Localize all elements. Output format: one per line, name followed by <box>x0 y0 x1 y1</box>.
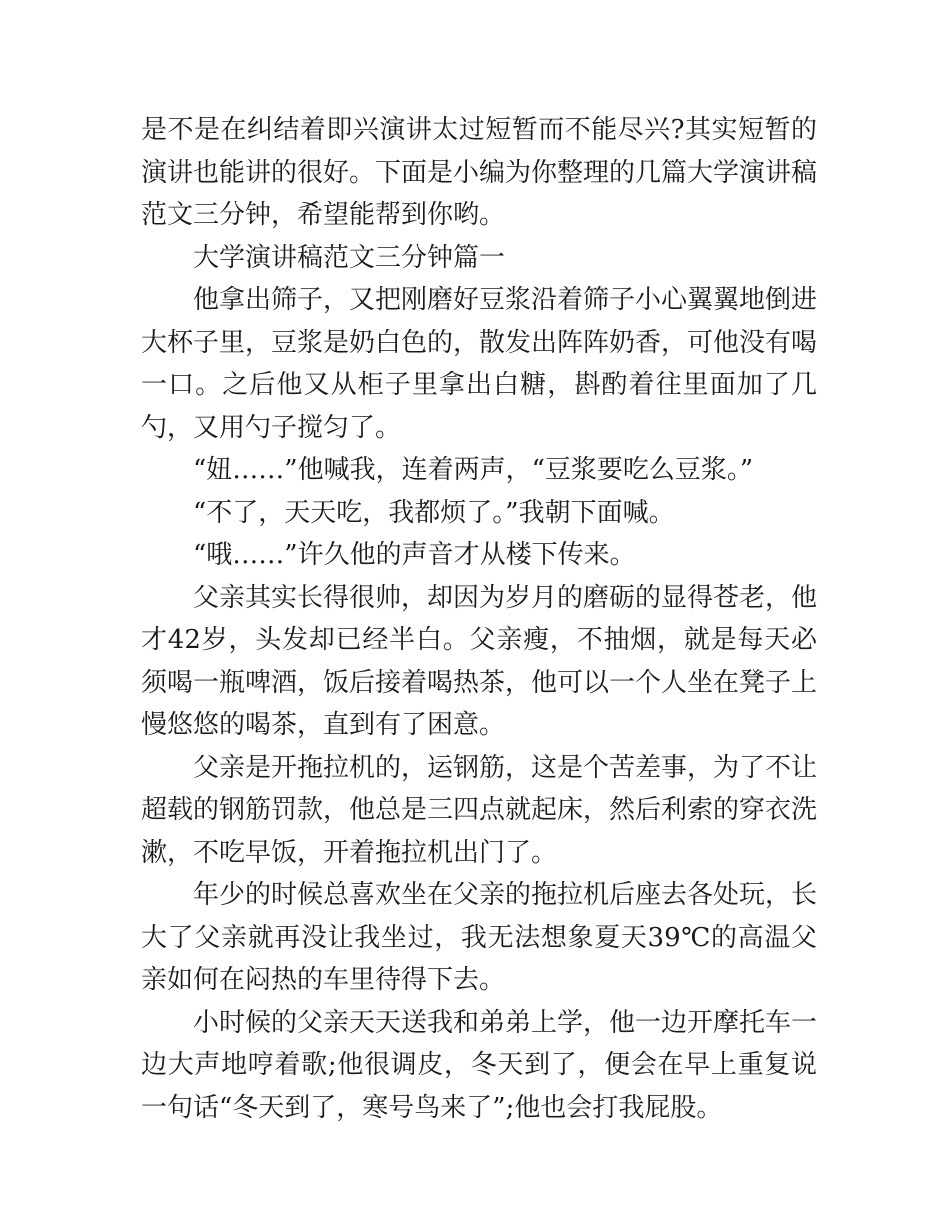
body-paragraph: 小时候的父亲天天送我和弟弟上学，他一边开摩托车一边大声地哼着歌;他很调皮，冬天到了，便会在早上重复说一句话“冬天到了，寒号鸟来了”;他也会打我屁股。 <box>141 1007 818 1123</box>
dialogue-paragraph: “哦……”许久他的声音才从楼下传来。 <box>193 540 636 570</box>
body-paragraph: 父亲其实长得很帅，却因为岁月的磨砺的显得苍老，他才42岁，头发却已经半白。父亲瘦，不抽烟，就是每天必须喝一瓶啤酒，饭后接着喝热茶，他可以一个人坐在凳子上慢悠悠的喝茶，直到有了困意。 <box>141 582 818 740</box>
body-paragraph: 他拿出筛子，又把刚磨好豆浆沿着筛子小心翼翼地倒进大杯子里，豆浆是奶白色的，散发出阵阵奶香，可他没有喝一口。之后他又从柜子里拿出白糖，斟酌着往里面加了几勺，又用勺子搅匀了。 <box>141 285 818 443</box>
body-paragraph: 父亲是开拖拉机的，运钢筋，这是个苦差事，为了不让超载的钢筋罚款，他总是三四点就起床，然后利索的穿衣洗漱，不吃早饭，开着拖拉机出门了。 <box>141 752 818 868</box>
dialogue-paragraph: “妞……”他喊我，连着两声，“豆浆要吃么豆浆。” <box>193 455 754 485</box>
body-paragraph: 年少的时候总喜欢坐在父亲的拖拉机后座去各处玩，长大了父亲就再没让我坐过，我无法想象夏天39℃的高温父亲如何在闷热的车里待得下去。 <box>141 880 818 995</box>
intro-paragraph: 是不是在纠结着即兴演讲太过短暂而不能尽兴?其实短暂的演讲也能讲的很好。下面是小编为你整理的几篇大学演讲稿范文三分钟，希望能帮到你哟。 <box>141 115 818 230</box>
dialogue-paragraph: “不了，天天吃，我都烦了。”我朝下面喊。 <box>193 497 675 528</box>
document-body <box>141 109 817 1129</box>
section-heading: 大学演讲稿范文三分钟篇一 <box>193 242 506 273</box>
